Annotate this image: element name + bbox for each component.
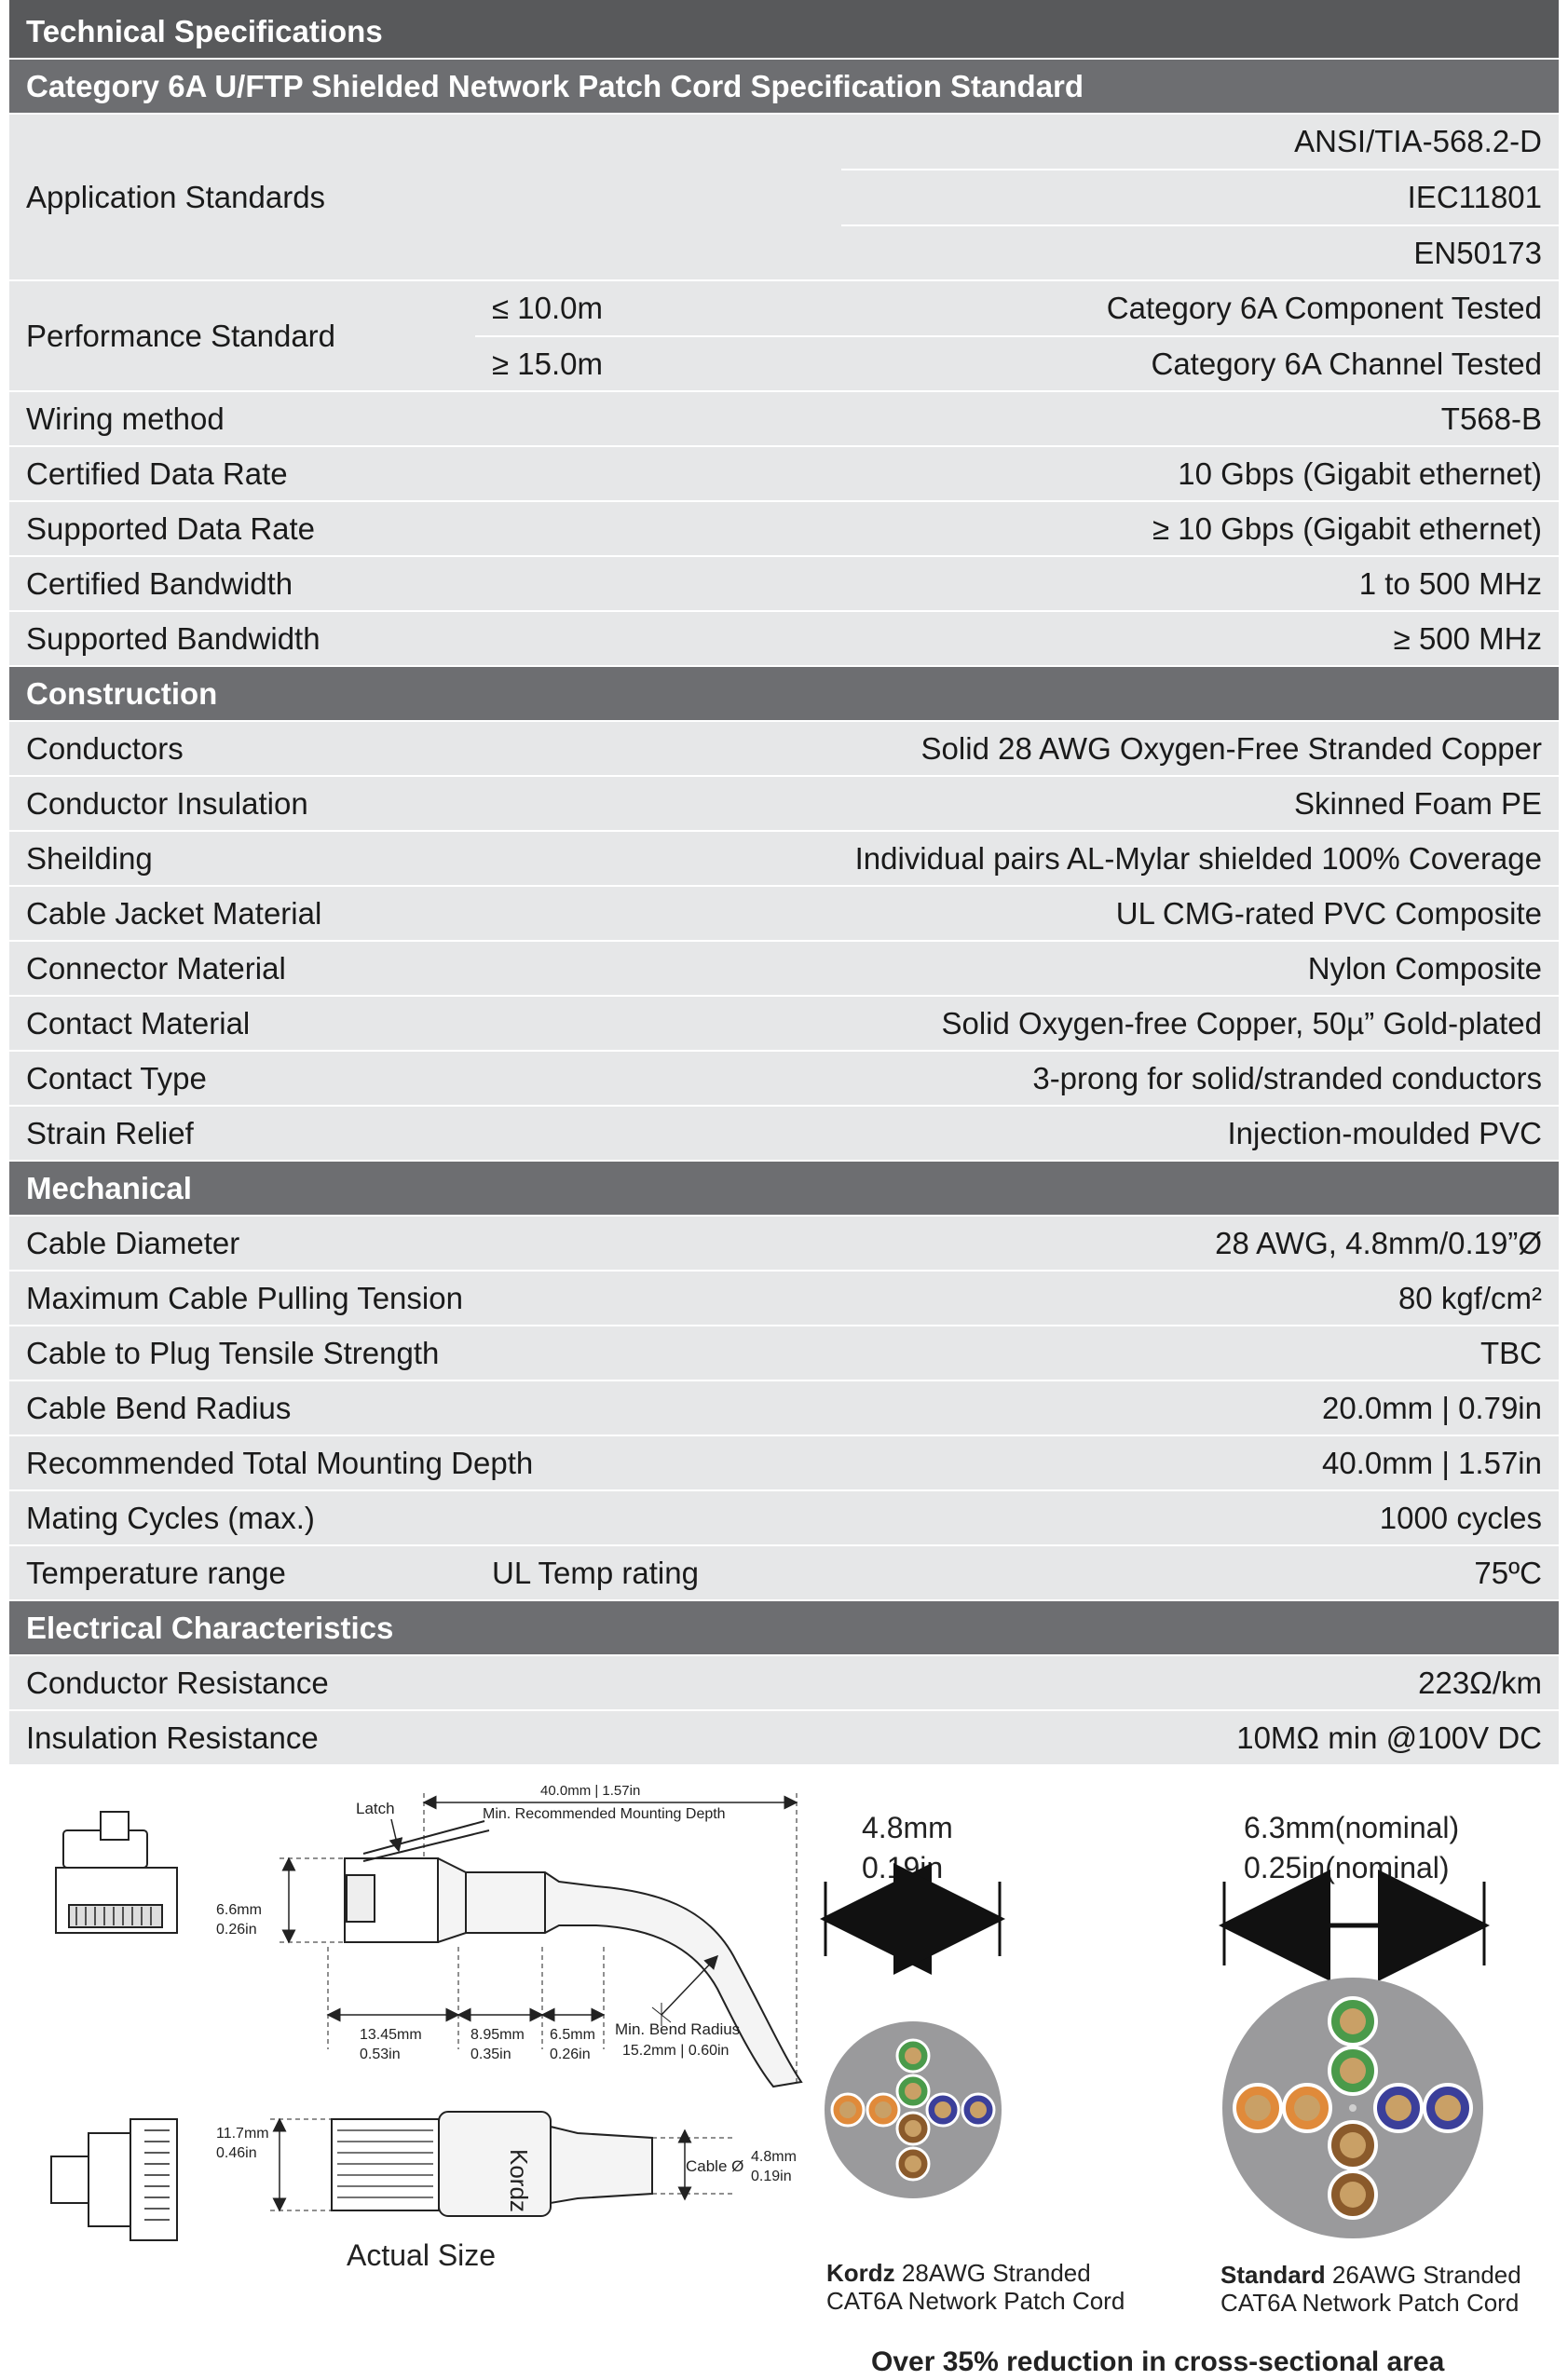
application-standards-label: Application Standards — [26, 180, 326, 214]
depth-value: 40.0mm | 1.57in — [540, 1783, 641, 1799]
depth-label: Min. Recommended Mounting Depth — [483, 1806, 726, 1822]
spec-row-cable-diameter: Cable Diameter 28 AWG, 4.8mm/0.19”Ø — [9, 1217, 1559, 1272]
seg3-in: 0.26in — [550, 2047, 591, 2062]
seg2-in: 0.35in — [470, 2047, 511, 2062]
seg2-mm: 8.95mm — [470, 2027, 525, 2043]
spec-row-shielding: Sheilding Individual pairs AL-Mylar shielded 100% Coverage — [9, 832, 1559, 887]
std-diameter-mm: 6.3mm(nominal) — [1244, 1811, 1460, 1844]
height-mm: 6.6mm — [216, 1902, 262, 1918]
spec-row-conductor-resistance: Conductor Resistance 223Ω/km — [9, 1656, 1559, 1711]
latch-label: Latch — [356, 1800, 395, 1817]
std-diameter-in: 0.25in(nominal) — [1244, 1851, 1450, 1884]
spec-row-certified-bandwidth: Certified Bandwidth 1 to 500 MHz — [9, 557, 1559, 612]
cable-in: 0.19in — [751, 2169, 792, 2184]
page-title: Technical Specifications — [9, 0, 1559, 60]
spec-row-supported-bandwidth: Supported Bandwidth ≥ 500 MHz — [9, 612, 1559, 667]
spec-row-strain-relief: Strain Relief Injection-moulded PVC — [9, 1107, 1559, 1162]
spec-row-insulation: Conductor Insulation Skinned Foam PE — [9, 777, 1559, 832]
actual-size-label: Actual Size — [347, 2238, 497, 2272]
kordz-diameter-in: 0.19in — [862, 1851, 944, 1884]
application-standards-row — [9, 115, 1559, 281]
spec-row-mounting-depth: Recommended Total Mounting Depth 40.0mm | 1.57in — [9, 1436, 1559, 1491]
spec-row-mating-cycles: Mating Cycles (max.) 1000 cycles — [9, 1491, 1559, 1546]
cable-mm: 4.8mm — [751, 2149, 797, 2165]
reduction-note: Over 35% reduction in cross-sectional area — [871, 2346, 1445, 2377]
height2-mm: 11.7mm — [216, 2126, 269, 2142]
standard-value-1: ANSI/TIA-568.2-D — [1294, 124, 1542, 158]
spec-row-connector: Connector Material Nylon Composite — [9, 942, 1559, 997]
spec-row-jacket: Cable Jacket Material UL CMG-rated PVC Composite — [9, 887, 1559, 942]
standard-cross-section — [1222, 1978, 1483, 2238]
spec-sheet — [9, 0, 1559, 1766]
plug-top-view — [332, 2112, 652, 2216]
diagram-area — [0, 1765, 1568, 2380]
performance-row-2: ≥ 15.0m Category 6A Channel Tested — [492, 347, 1542, 381]
kordz-diameter-mm: 4.8mm — [862, 1811, 953, 1844]
height2-in: 0.46in — [216, 2145, 257, 2161]
spec-row-supported-rate: Supported Data Rate ≥ 10 Gbps (Gigabit ethernet) — [9, 502, 1559, 557]
section-mechanical: Mechanical — [9, 1162, 1559, 1217]
bend-value: 15.2mm | 0.60in — [622, 2043, 729, 2059]
section-construction: Construction — [9, 667, 1559, 722]
plug-front-view — [56, 1812, 177, 1933]
spec-row-tensile-strength: Cable to Plug Tensile Strength TBC — [9, 1326, 1559, 1381]
height-in: 0.26in — [216, 1922, 257, 1938]
standard-value-3: EN50173 — [1413, 236, 1542, 270]
section-electrical: Electrical Characteristics — [9, 1601, 1559, 1656]
kordz-caption: Kordz 28AWG Stranded CAT6A Network Patch Cord — [826, 2259, 1125, 2315]
spec-subtitle: Category 6A U/FTP Shielded Network Patch Cord Specification Standard — [9, 60, 1559, 115]
spec-row-bend-radius: Cable Bend Radius 20.0mm | 0.79in — [9, 1381, 1559, 1436]
brand-logo: Kordz — [505, 2149, 533, 2212]
spec-row-conductors: Conductors Solid 28 AWG Oxygen-Free Stranded Copper — [9, 722, 1559, 777]
spec-row-contact-type: Contact Type 3-prong for solid/stranded conductors — [9, 1052, 1559, 1107]
plug-back-view — [51, 2119, 177, 2240]
spec-row-temperature: Temperature range UL Temp rating 75ºC — [9, 1546, 1559, 1601]
bend-label: Min. Bend Radius — [615, 2020, 741, 2038]
performance-row-1: ≤ 10.0m Category 6A Component Tested — [492, 291, 1542, 325]
standard-caption: Standard 26AWG Stranded CAT6A Network Patch Cord — [1220, 2261, 1521, 2317]
spec-row-pulling-tension: Maximum Cable Pulling Tension 80 kgf/cm² — [9, 1272, 1559, 1326]
standard-value-2: IEC11801 — [1407, 180, 1542, 214]
spec-row-certified-rate: Certified Data Rate 10 Gbps (Gigabit ethernet) — [9, 447, 1559, 502]
performance-standard-label: Performance Standard — [26, 319, 336, 353]
kordz-cross-section — [825, 2021, 1002, 2198]
spec-row-insulation-resistance: Insulation Resistance 10MΩ min @100V DC — [9, 1711, 1559, 1766]
spec-row-wiring: Wiring method T568-B — [9, 392, 1559, 447]
seg1-mm: 13.45mm — [360, 2027, 422, 2043]
seg3-mm: 6.5mm — [550, 2027, 595, 2043]
spec-row-contact-material: Contact Material Solid Oxygen-free Copper, 50µ” Gold-plated — [9, 997, 1559, 1052]
seg1-in: 0.53in — [360, 2047, 401, 2062]
cable-label: Cable Ø — [686, 2157, 744, 2175]
performance-standard-row — [9, 281, 1559, 392]
